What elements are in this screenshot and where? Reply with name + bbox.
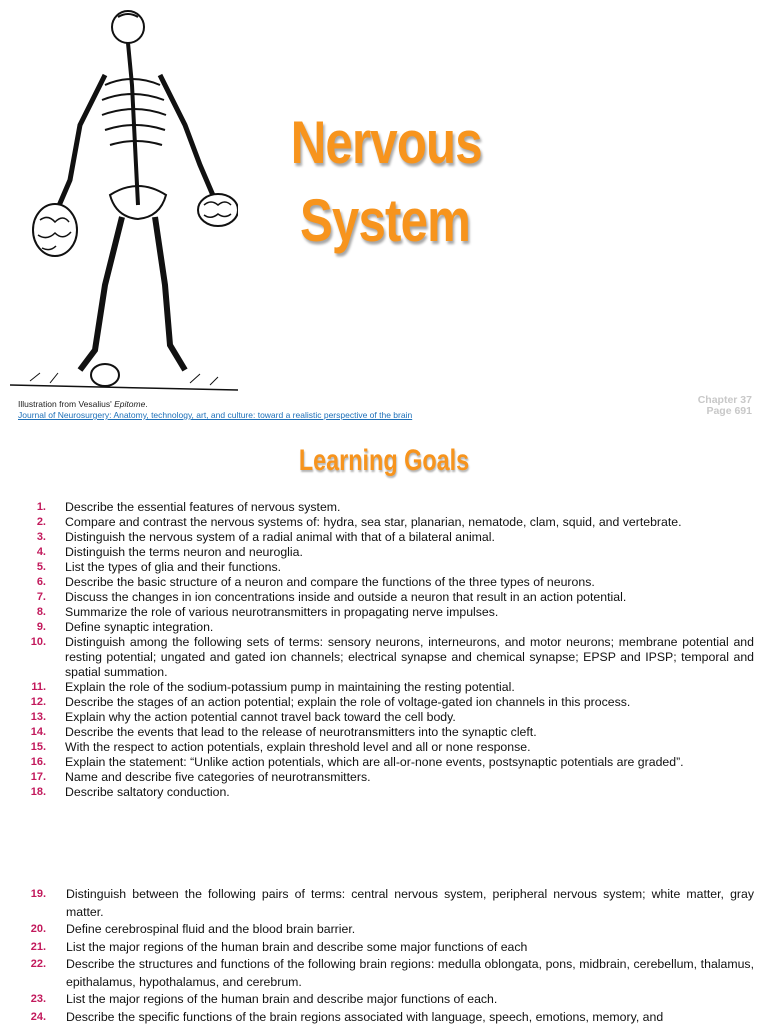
goal-text: Name and describe five categories of neurotransmitters. [65,770,371,784]
learning-goals-list [0,500,768,800]
goal-text: List the types of glia and their functions. [65,560,281,574]
goal-item [0,680,768,695]
goal-item [0,770,768,785]
goal-number: 11. [0,680,46,695]
chapter-reference [698,395,752,417]
goal-text: Describe the structures and functions of the following brain regions: medulla oblongata, pons, midbrain, cerebellum, thalamus, epithalamus, hypothalamus, and cerebrum. [66,957,754,989]
goal-item [0,939,768,957]
illustration-caption: Illustration from Vesalius' Epitome. Journal of Neurosurgery: Anatomy, technology, art, and culture: toward a realistic perspective of the brain [18,399,412,421]
caption-italic: Epitome [114,399,145,409]
goal-number: 18. [0,785,46,800]
learning-goals-list-continued [0,886,768,1026]
goal-text: Compare and contrast the nervous systems of: hydra, sea star, planarian, nematode, clam, squid, and vertebrate. [65,515,682,529]
goal-item [0,560,768,575]
goal-text: Explain why the action potential cannot travel back toward the cell body. [65,710,456,724]
goal-text: Distinguish among the following sets of terms: sensory neurons, interneurons, and motor neurons; membrane potential and resting potential; ungated and gated ion channels; electrical synapse and chemical synapse; EPSP and IPSP; temporal and spatial summation. [65,635,754,679]
title-line-2: System [291,182,480,260]
learning-goals-heading: Learning Goals [84,444,683,478]
goal-number: 7. [0,590,46,605]
goal-number: 1. [0,500,46,515]
goal-item [0,605,768,620]
goal-number: 4. [0,545,46,560]
goal-item [0,575,768,590]
goal-number: 23. [0,991,46,1009]
goal-item [0,956,768,991]
goal-item [0,545,768,560]
goal-number: 6. [0,575,46,590]
goal-text: List the major regions of the human brain and describe major functions of each. [66,992,497,1006]
goal-number: 15. [0,740,46,755]
goal-item [0,740,768,755]
goal-item [0,620,768,635]
goal-number: 12. [0,695,46,710]
goal-text: With the respect to action potentials, explain threshold level and all or none response. [65,740,531,754]
title-line-1: Nervous [291,104,480,182]
goal-text: Describe the specific functions of the brain regions associated with language, speech, emotions, memory, and [66,1010,663,1024]
page-label: Page 691 [698,406,752,417]
goal-item [0,1009,768,1026]
goal-number: 16. [0,755,46,770]
goal-item [0,500,768,515]
goal-item [0,635,768,680]
goal-text: Explain the statement: “Unlike action potentials, which are all-or-none events, postsynaptic potentials are graded”. [65,755,684,769]
goal-item [0,710,768,725]
goal-item [0,590,768,605]
skeleton-illustration [10,5,238,393]
goal-item [0,921,768,939]
goal-item [0,725,768,740]
goal-text: Describe the essential features of nervous system. [65,500,340,514]
goal-number: 19. [0,886,46,904]
goal-text: Distinguish the nervous system of a radial animal with that of a bilateral animal. [65,530,495,544]
goal-item [0,515,768,530]
goal-number: 20. [0,921,46,939]
goal-number: 13. [0,710,46,725]
goal-number: 8. [0,605,46,620]
goal-item [0,530,768,545]
goal-number: 10. [0,635,46,650]
journal-link[interactable]: Journal of Neurosurgery: Anatomy, technology, art, and culture: toward a realistic perspective of the brain [18,410,412,420]
chapter-label: Chapter 37 [698,395,752,406]
goal-text: Define cerebrospinal fluid and the blood brain barrier. [66,922,355,936]
goal-number: 14. [0,725,46,740]
page-title [291,104,480,260]
goal-text: Explain the role of the sodium-potassium pump in maintaining the resting potential. [65,680,515,694]
goal-text: List the major regions of the human brain and describe some major functions of each [66,940,527,954]
goal-item [0,886,768,921]
caption-text: Illustration from Vesalius' [18,399,112,409]
goal-number: 21. [0,939,46,957]
goal-item [0,755,768,770]
goal-text: Describe the basic structure of a neuron and compare the functions of the three types of neurons. [65,575,595,589]
goal-text: Describe the stages of an action potential; explain the role of voltage-gated ion channels in this process. [65,695,630,709]
goal-number: 3. [0,530,46,545]
goal-text: Define synaptic integration. [65,620,213,634]
goal-text: Summarize the role of various neurotransmitters in propagating nerve impulses. [65,605,498,619]
goal-number: 24. [0,1009,46,1026]
goal-item [0,785,768,800]
goal-item [0,991,768,1009]
goal-text: Describe saltatory conduction. [65,785,230,799]
goal-text: Distinguish the terms neuron and neuroglia. [65,545,303,559]
goal-item [0,695,768,710]
goal-text: Distinguish between the following pairs of terms: central nervous system, peripheral nervous system; white matter, gray matter. [66,887,754,919]
goal-number: 5. [0,560,46,575]
goal-number: 9. [0,620,46,635]
goal-number: 2. [0,515,46,530]
goal-number: 17. [0,770,46,785]
goal-text: Discuss the changes in ion concentrations inside and outside a neuron that result in an action potential. [65,590,626,604]
goal-number: 22. [0,956,46,974]
goal-text: Describe the events that lead to the release of neurotransmitters into the synaptic cleft. [65,725,537,739]
